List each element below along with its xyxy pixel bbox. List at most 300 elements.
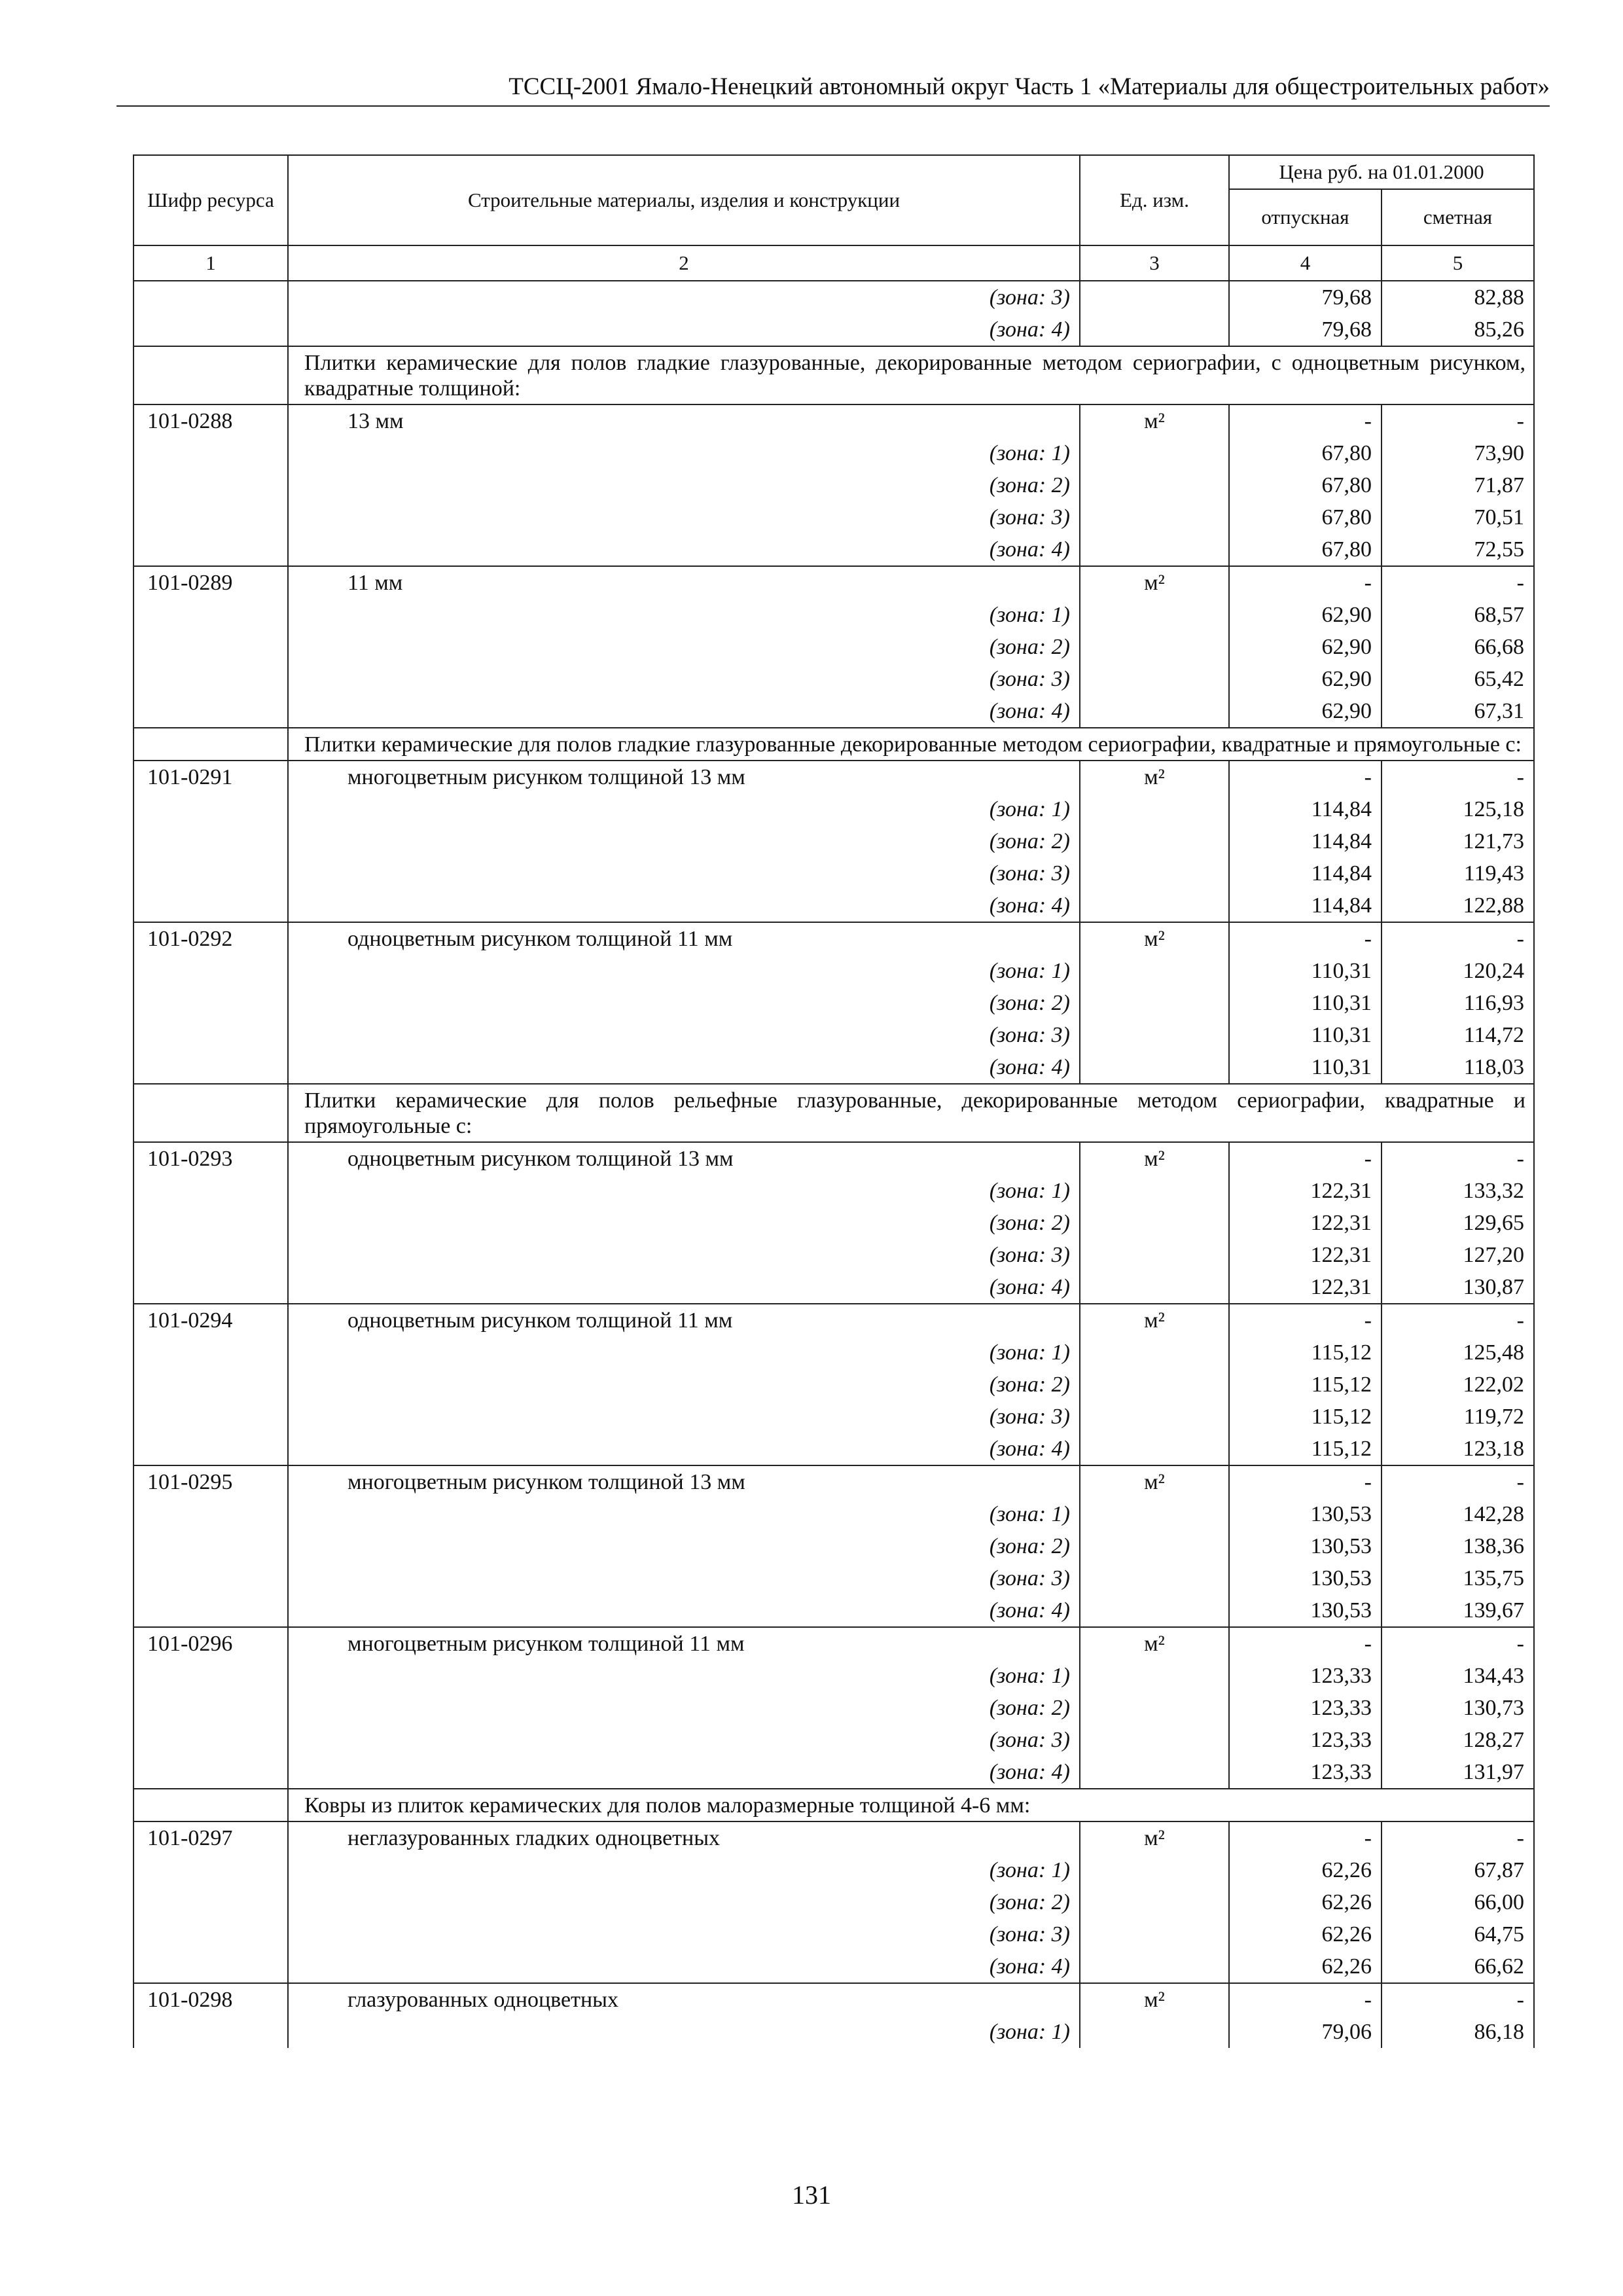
zone-row [134,695,1534,728]
price-estimate: 139,67 [1382,1594,1534,1627]
item-name: 13 мм [288,404,1080,437]
code-cell-empty [134,955,288,987]
price-estimate: 70,51 [1382,501,1534,533]
code-cell-empty [134,1336,288,1369]
item-row [134,404,1534,437]
price-estimate: 129,65 [1382,1207,1534,1239]
price-estimate: 85,26 [1382,314,1534,346]
price-release: 123,33 [1229,1692,1382,1724]
code-cell-empty [134,533,288,566]
code-cell-empty [134,1950,288,1983]
code-cell-empty [134,857,288,889]
zone-label: (зона: 1) [288,1660,1080,1692]
col-header-price-release: отпускная [1229,189,1382,245]
zone-label: (зона: 3) [288,1019,1080,1051]
price-estimate: - [1382,922,1534,955]
unit-cell-empty [1080,1530,1229,1562]
zone-row [134,1369,1534,1401]
price-estimate: - [1382,1465,1534,1498]
code-cell-empty [134,1084,288,1142]
price-estimate: 125,18 [1382,793,1534,825]
zone-row [134,2016,1534,2048]
price-release: - [1229,404,1382,437]
code-cell-empty [134,1239,288,1271]
zone-row [134,1660,1534,1692]
zone-label: (зона: 4) [288,533,1080,566]
price-release: 115,12 [1229,1336,1382,1369]
code-cell-empty [134,1789,288,1821]
zone-row [134,857,1534,889]
price-estimate: 86,18 [1382,2016,1534,2048]
code-cell-empty [134,314,288,346]
unit-cell-empty [1080,955,1229,987]
code-cell-empty [134,1756,288,1789]
price-estimate: 123,18 [1382,1433,1534,1465]
zone-label: (зона: 3) [288,1724,1080,1756]
zone-row [134,1530,1534,1562]
item-row [134,761,1534,793]
resource-code: 101-0294 [134,1304,288,1336]
price-release: 62,26 [1229,1854,1382,1886]
zone-row [134,1175,1534,1207]
code-cell-empty [134,987,288,1019]
code-cell-empty [134,889,288,922]
code-cell-empty [134,1369,288,1401]
price-release: 110,31 [1229,1051,1382,1084]
zone-label: (зона: 2) [288,631,1080,663]
price-estimate: 122,88 [1382,889,1534,922]
price-release: 122,31 [1229,1239,1382,1271]
zone-row [134,1498,1534,1530]
price-estimate: 130,73 [1382,1692,1534,1724]
unit-cell-empty [1080,599,1229,631]
zone-label: (зона: 2) [288,1692,1080,1724]
col-header-unit: Ед. изм. [1080,155,1229,245]
code-cell-empty [134,695,288,728]
code-cell-empty [134,1918,288,1950]
group-row [134,1789,1534,1821]
zone-row [134,437,1534,469]
unit-cell-empty [1080,1498,1229,1530]
unit-cell: м² [1080,922,1229,955]
zone-row [134,1692,1534,1724]
zone-row [134,501,1534,533]
unit-cell-empty [1080,1207,1229,1239]
col-number-3: 3 [1080,245,1229,281]
item-name: 11 мм [288,566,1080,599]
code-cell-empty [134,1019,288,1051]
code-cell-empty [134,1271,288,1304]
price-release: 62,90 [1229,599,1382,631]
code-cell-empty [134,1660,288,1692]
unit-cell-empty [1080,1019,1229,1051]
price-estimate: - [1382,1142,1534,1175]
unit-cell-empty [1080,1854,1229,1886]
price-estimate: 121,73 [1382,825,1534,857]
item-row [134,922,1534,955]
zone-label: (зона: 2) [288,469,1080,501]
item-name: одноцветным рисунком толщиной 13 мм [288,1142,1080,1175]
resource-code: 101-0297 [134,1821,288,1854]
zone-row [134,1562,1534,1594]
group-row [134,728,1534,761]
code-cell-empty [134,1692,288,1724]
code-cell-empty [134,437,288,469]
unit-cell-empty [1080,314,1229,346]
price-release: 114,84 [1229,825,1382,857]
col-number-5: 5 [1382,245,1534,281]
price-release: 79,68 [1229,281,1382,314]
zone-row [134,1239,1534,1271]
zone-label: (зона: 2) [288,1886,1080,1918]
zone-row [134,469,1534,501]
item-row [134,566,1534,599]
price-table [133,154,1535,2048]
unit-cell-empty [1080,1051,1229,1084]
unit-cell-empty [1080,281,1229,314]
zone-label: (зона: 3) [288,501,1080,533]
unit-cell-empty [1080,1594,1229,1627]
resource-code: 101-0292 [134,922,288,955]
zone-label: (зона: 1) [288,1175,1080,1207]
zone-row [134,1433,1534,1465]
unit-cell-empty [1080,1271,1229,1304]
price-release: - [1229,1304,1382,1336]
zone-label: (зона: 1) [288,793,1080,825]
price-release: 114,84 [1229,857,1382,889]
resource-code: 101-0291 [134,761,288,793]
group-description: Плитки керамические для полов рельефные глазурованные, декорированные методом сериографии, квадратные и прямоугольные с: [288,1084,1534,1142]
zone-row [134,1336,1534,1369]
unit-cell-empty [1080,437,1229,469]
code-cell-empty [134,346,288,404]
zone-label: (зона: 1) [288,437,1080,469]
zone-label: (зона: 3) [288,1562,1080,1594]
code-cell-empty [134,281,288,314]
table-header [134,155,1534,281]
price-estimate: 68,57 [1382,599,1534,631]
price-release: - [1229,1983,1382,2016]
price-release: 62,90 [1229,631,1382,663]
zone-row [134,533,1534,566]
price-estimate: 73,90 [1382,437,1534,469]
price-release: 67,80 [1229,437,1382,469]
code-cell-empty [134,1854,288,1886]
item-row [134,1142,1534,1175]
price-estimate: 120,24 [1382,955,1534,987]
price-release: 122,31 [1229,1175,1382,1207]
unit-cell-empty [1080,1239,1229,1271]
zone-row [134,793,1534,825]
price-estimate: 125,48 [1382,1336,1534,1369]
item-name: многоцветным рисунком толщиной 11 мм [288,1627,1080,1660]
unit-cell-empty [1080,631,1229,663]
zone-label: (зона: 1) [288,1336,1080,1369]
group-description: Плитки керамические для полов гладкие глазурованные декорированные методом сериографии, квадратные и прямоугольные с: [288,728,1534,761]
zone-row [134,1271,1534,1304]
zone-row [134,1918,1534,1950]
zone-row [134,1950,1534,1983]
zone-label: (зона: 3) [288,1918,1080,1950]
code-cell-empty [134,1433,288,1465]
price-release: - [1229,761,1382,793]
code-cell-empty [134,1051,288,1084]
price-estimate: 127,20 [1382,1239,1534,1271]
price-estimate: 130,87 [1382,1271,1534,1304]
price-release: 123,33 [1229,1724,1382,1756]
unit-cell: м² [1080,1983,1229,2016]
unit-cell: м² [1080,1304,1229,1336]
col-header-name: Строительные материалы, изделия и конструкции [288,155,1080,245]
zone-label: (зона: 3) [288,1239,1080,1271]
price-estimate: 119,43 [1382,857,1534,889]
resource-code: 101-0293 [134,1142,288,1175]
zone-label: (зона: 2) [288,825,1080,857]
price-release: - [1229,1627,1382,1660]
price-release: 122,31 [1229,1271,1382,1304]
price-release: 110,31 [1229,955,1382,987]
price-release: 123,33 [1229,1756,1382,1789]
col-number-1: 1 [134,245,288,281]
unit-cell-empty [1080,1918,1229,1950]
zone-row [134,1886,1534,1918]
price-release: 130,53 [1229,1498,1382,1530]
unit-cell-empty [1080,1724,1229,1756]
table-body [134,281,1534,2048]
price-release: 130,53 [1229,1594,1382,1627]
unit-cell-empty [1080,663,1229,695]
code-cell-empty [134,631,288,663]
price-release: 110,31 [1229,1019,1382,1051]
unit-cell: м² [1080,404,1229,437]
zone-label: (зона: 3) [288,1401,1080,1433]
zone-row [134,1724,1534,1756]
code-cell-empty [134,728,288,761]
item-name: неглазурованных гладких одноцветных [288,1821,1080,1854]
unit-cell-empty [1080,825,1229,857]
price-release: 62,90 [1229,663,1382,695]
unit-cell: м² [1080,1142,1229,1175]
zone-row [134,599,1534,631]
price-estimate: 134,43 [1382,1660,1534,1692]
col-number-4: 4 [1229,245,1382,281]
group-row [134,346,1534,404]
item-name: одноцветным рисунком толщиной 11 мм [288,1304,1080,1336]
code-cell-empty [134,663,288,695]
price-release: 62,26 [1229,1886,1382,1918]
col-header-price-group: Цена руб. на 01.01.2000 [1229,155,1534,189]
zone-row [134,1854,1534,1886]
unit-cell-empty [1080,1369,1229,1401]
unit-cell-empty [1080,1886,1229,1918]
zone-label: (зона: 4) [288,1051,1080,1084]
price-estimate: 142,28 [1382,1498,1534,1530]
zone-row [134,1019,1534,1051]
unit-cell-empty [1080,695,1229,728]
unit-cell-empty [1080,793,1229,825]
zone-label: (зона: 3) [288,281,1080,314]
resource-code: 101-0289 [134,566,288,599]
item-row [134,1627,1534,1660]
unit-cell-empty [1080,857,1229,889]
header-rule [116,105,1550,107]
code-cell-empty [134,1594,288,1627]
zone-label: (зона: 1) [288,2016,1080,2048]
price-estimate: 71,87 [1382,469,1534,501]
price-estimate: 72,55 [1382,533,1534,566]
unit-cell: м² [1080,1821,1229,1854]
col-number-2: 2 [288,245,1080,281]
zone-label: (зона: 4) [288,1950,1080,1983]
price-release: 79,06 [1229,2016,1382,2048]
zone-label: (зона: 2) [288,987,1080,1019]
item-name: одноцветным рисунком толщиной 11 мм [288,922,1080,955]
price-release: - [1229,1465,1382,1498]
zone-label: (зона: 4) [288,889,1080,922]
unit-cell-empty [1080,1175,1229,1207]
unit-cell-empty [1080,1950,1229,1983]
unit-cell: м² [1080,1627,1229,1660]
price-release: 115,12 [1229,1433,1382,1465]
resource-code: 101-0298 [134,1983,288,2016]
price-release: 79,68 [1229,314,1382,346]
zone-label: (зона: 1) [288,1854,1080,1886]
price-release: 130,53 [1229,1562,1382,1594]
code-cell-empty [134,793,288,825]
zone-row [134,955,1534,987]
zone-label: (зона: 3) [288,663,1080,695]
zone-label: (зона: 2) [288,1530,1080,1562]
zone-row [134,1594,1534,1627]
item-row [134,1821,1534,1854]
price-release: 67,80 [1229,501,1382,533]
code-cell-empty [134,1886,288,1918]
code-cell-empty [134,469,288,501]
zone-label: (зона: 4) [288,1271,1080,1304]
price-estimate: 66,62 [1382,1950,1534,1983]
zone-label: (зона: 4) [288,1433,1080,1465]
price-estimate: - [1382,1821,1534,1854]
item-row [134,1304,1534,1336]
price-estimate: - [1382,404,1534,437]
zone-row [134,1756,1534,1789]
code-cell-empty [134,1498,288,1530]
col-header-price-estimate: сметная [1382,189,1534,245]
zone-label: (зона: 1) [288,1498,1080,1530]
unit-cell-empty [1080,1433,1229,1465]
zone-row [134,314,1534,346]
page-number: 131 [792,2180,831,2210]
price-estimate: 66,00 [1382,1886,1534,1918]
price-release: 67,80 [1229,469,1382,501]
zone-label: (зона: 3) [288,857,1080,889]
price-estimate: - [1382,1627,1534,1660]
zone-label: (зона: 4) [288,314,1080,346]
unit-cell-empty [1080,1660,1229,1692]
unit-cell-empty [1080,1336,1229,1369]
code-cell-empty [134,501,288,533]
group-description: Ковры из плиток керамических для полов малоразмерные толщиной 4-6 мм: [288,1789,1534,1821]
resource-code: 101-0296 [134,1627,288,1660]
price-release: 67,80 [1229,533,1382,566]
price-estimate: - [1382,566,1534,599]
price-release: 62,90 [1229,695,1382,728]
code-cell-empty [134,1724,288,1756]
running-header: ТССЦ-2001 Ямало-Ненецкий автономный округ Часть 1 «Материалы для общестроительных работ» [508,73,1550,100]
zone-label: (зона: 2) [288,1207,1080,1239]
unit-cell-empty [1080,469,1229,501]
code-cell-empty [134,1401,288,1433]
unit-cell-empty [1080,1401,1229,1433]
price-estimate: 118,03 [1382,1051,1534,1084]
price-release: 115,12 [1229,1401,1382,1433]
zone-row [134,987,1534,1019]
unit-cell-empty [1080,1756,1229,1789]
code-cell-empty [134,825,288,857]
code-cell-empty [134,1562,288,1594]
item-name: многоцветным рисунком толщиной 13 мм [288,761,1080,793]
zone-label: (зона: 1) [288,955,1080,987]
price-estimate: 133,32 [1382,1175,1534,1207]
zone-row [134,825,1534,857]
price-release: 130,53 [1229,1530,1382,1562]
price-release: - [1229,1142,1382,1175]
price-estimate: 119,72 [1382,1401,1534,1433]
zone-label: (зона: 4) [288,1756,1080,1789]
price-estimate: - [1382,1983,1534,2016]
zone-label: (зона: 1) [288,599,1080,631]
zone-label: (зона: 4) [288,695,1080,728]
zone-row [134,889,1534,922]
item-name: глазурованных одноцветных [288,1983,1080,2016]
item-row [134,1465,1534,1498]
unit-cell-empty [1080,1692,1229,1724]
zone-row [134,1207,1534,1239]
zone-row [134,1051,1534,1084]
price-release: 110,31 [1229,987,1382,1019]
price-estimate: 135,75 [1382,1562,1534,1594]
price-estimate: 66,68 [1382,631,1534,663]
price-estimate: - [1382,1304,1534,1336]
unit-cell: м² [1080,761,1229,793]
zone-row [134,631,1534,663]
code-cell-empty [134,1207,288,1239]
code-cell-empty [134,1530,288,1562]
code-cell-empty [134,2016,288,2048]
unit-cell-empty [1080,889,1229,922]
zone-label: (зона: 4) [288,1594,1080,1627]
unit-cell: м² [1080,1465,1229,1498]
price-estimate: - [1382,761,1534,793]
price-release: 123,33 [1229,1660,1382,1692]
item-name: многоцветным рисунком толщиной 13 мм [288,1465,1080,1498]
zone-row [134,1401,1534,1433]
price-release: 115,12 [1229,1369,1382,1401]
price-estimate: 114,72 [1382,1019,1534,1051]
price-release: 122,31 [1229,1207,1382,1239]
unit-cell-empty [1080,987,1229,1019]
price-estimate: 67,31 [1382,695,1534,728]
price-release: 114,84 [1229,793,1382,825]
zone-row [134,281,1534,314]
price-release: - [1229,566,1382,599]
price-estimate: 116,93 [1382,987,1534,1019]
price-release: - [1229,1821,1382,1854]
unit-cell-empty [1080,1562,1229,1594]
code-cell-empty [134,1175,288,1207]
unit-cell-empty [1080,533,1229,566]
col-header-code: Шифр ресурса [134,155,288,245]
